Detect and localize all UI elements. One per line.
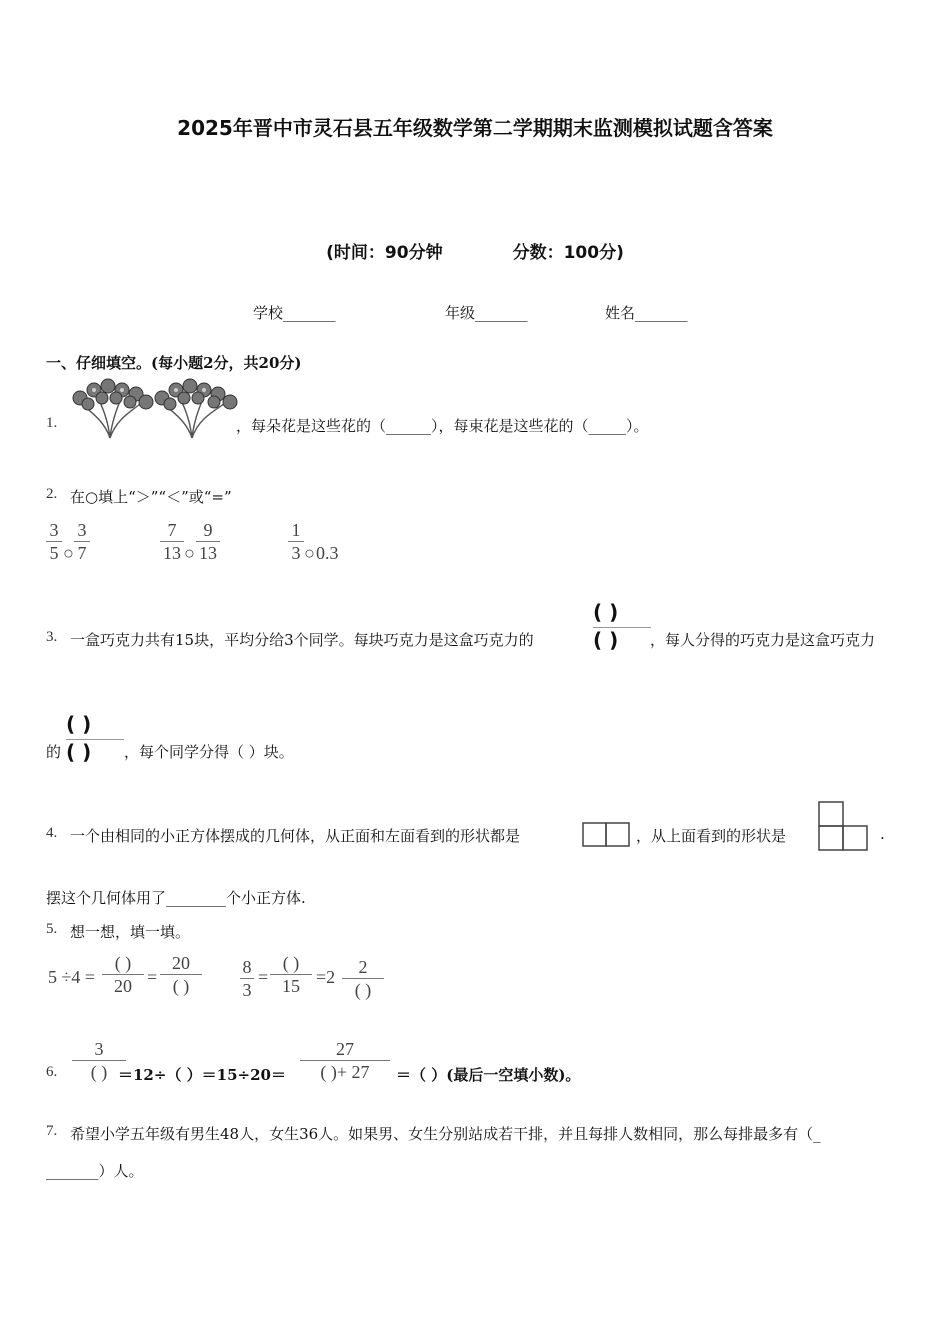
q5-fraction: ( ) 15: [270, 952, 312, 997]
q3-blank-denominator[interactable]: ( ): [593, 628, 619, 652]
q4-text-3: .: [880, 825, 885, 843]
q6-number: 6.: [46, 1064, 58, 1080]
fill-blank[interactable]: ( ): [114, 953, 132, 973]
q3-text-2: ，每人分得的巧克力是这盒巧克力: [650, 631, 876, 649]
exam-score: 分数：100分): [512, 243, 624, 263]
q3-blank-numerator[interactable]: ( ): [593, 600, 619, 624]
equals-sign: =: [258, 967, 269, 987]
q2-fraction: $\frac{3}{5}$: [46, 519, 62, 564]
equals-mixed: =2: [316, 967, 336, 987]
q3-text-3: 的: [46, 743, 62, 761]
q3-blank-denominator[interactable]: ( ): [66, 740, 92, 764]
q5-text: 想一想，填一填。: [70, 923, 191, 941]
top-view-shape: [818, 801, 870, 853]
name-field[interactable]: 姓名_______: [605, 304, 688, 322]
q1-number: 1.: [46, 415, 58, 431]
compare-circle[interactable]: ○: [184, 543, 195, 563]
q5-fraction: 20 ( ): [160, 952, 202, 997]
q5-expr1-lhs: 5 ÷4 =: [48, 967, 96, 987]
fill-blank[interactable]: ( ): [160, 974, 202, 997]
exam-meta: [0, 238, 950, 263]
q2-decimal: 0.3: [316, 543, 339, 563]
exam-time: (时间：90分钟: [326, 243, 443, 263]
q3-text-4: ，每个同学分得（ ）块。: [124, 743, 294, 761]
q2-fraction: $\frac{9}{13}$: [196, 519, 220, 564]
q5-fraction: ( ) 20: [102, 952, 144, 997]
q2-number: 2.: [46, 486, 58, 502]
q3-number: 3.: [46, 629, 58, 645]
fill-blank[interactable]: ( ): [72, 1060, 126, 1083]
compare-circle[interactable]: ○: [304, 543, 315, 563]
q6-middle: ＝12÷（ ）＝15÷20＝: [118, 1066, 286, 1084]
fill-blank[interactable]: ( ): [282, 953, 300, 973]
grade-field[interactable]: 年级_______: [445, 304, 528, 322]
section-heading: 一、仔细填空。(每小题2分，共20分): [46, 354, 302, 372]
page-title: 2025年晋中市灵石县五年级数学第二学期期末监测模拟试题含答案: [177, 116, 773, 140]
q2-fraction: $\frac{1}{3}$: [288, 519, 304, 564]
q4-number: 4.: [46, 825, 58, 841]
q2-text: 在○填上“＞”“＜”或“=”: [70, 488, 232, 506]
q5-fraction: 2 ( ): [342, 956, 384, 1001]
q2-fraction: $\frac{3}{7}$: [74, 519, 90, 564]
fill-blank[interactable]: ( ): [342, 978, 384, 1001]
q1-text: ，每朵花是这些花的（______），每束花是这些花的（_____）。: [236, 417, 649, 435]
q3-blank-numerator[interactable]: ( ): [66, 712, 92, 736]
q7-text-2: _______）人。: [46, 1162, 144, 1180]
school-field[interactable]: 学校_______: [253, 304, 336, 322]
q6-fraction: $\frac{27}{( )+ 27}$: [300, 1038, 390, 1083]
compare-circle[interactable]: ○: [63, 543, 74, 563]
q4-text-2: ，从上面看到的形状是: [636, 827, 787, 845]
q7-number: 7.: [46, 1123, 58, 1139]
flower-bouquets-image: [68, 376, 238, 446]
fill-blank[interactable]: ( )+ 27: [300, 1060, 390, 1083]
q6-tail: ＝（ ）(最后一空填小数)。: [396, 1066, 581, 1084]
q4-text-1: 一个由相同的小正方体摆成的几何体，从正面和左面看到的形状都是: [70, 827, 521, 845]
q7-text-1: 希望小学五年级有男生48人，女生36人。如果男、女生分别站成若干排，并且每排人数相同，那么每排最多有（_: [70, 1125, 821, 1143]
q5-fraction: $\frac{8}{3}$: [240, 956, 254, 1001]
q2-fraction: $\frac{7}{13}$: [160, 519, 184, 564]
q6-fraction: 3 ( ): [72, 1038, 126, 1083]
q3-text-1: 一盒巧克力共有15块，平均分给3个同学。每块巧克力是这盒巧克力的: [70, 631, 534, 649]
front-view-shape: [582, 822, 632, 848]
equals-sign: =: [147, 967, 158, 987]
q4-text-4: 摆这个几何体用了________个小正方体.: [46, 889, 306, 907]
q5-number: 5.: [46, 921, 58, 937]
